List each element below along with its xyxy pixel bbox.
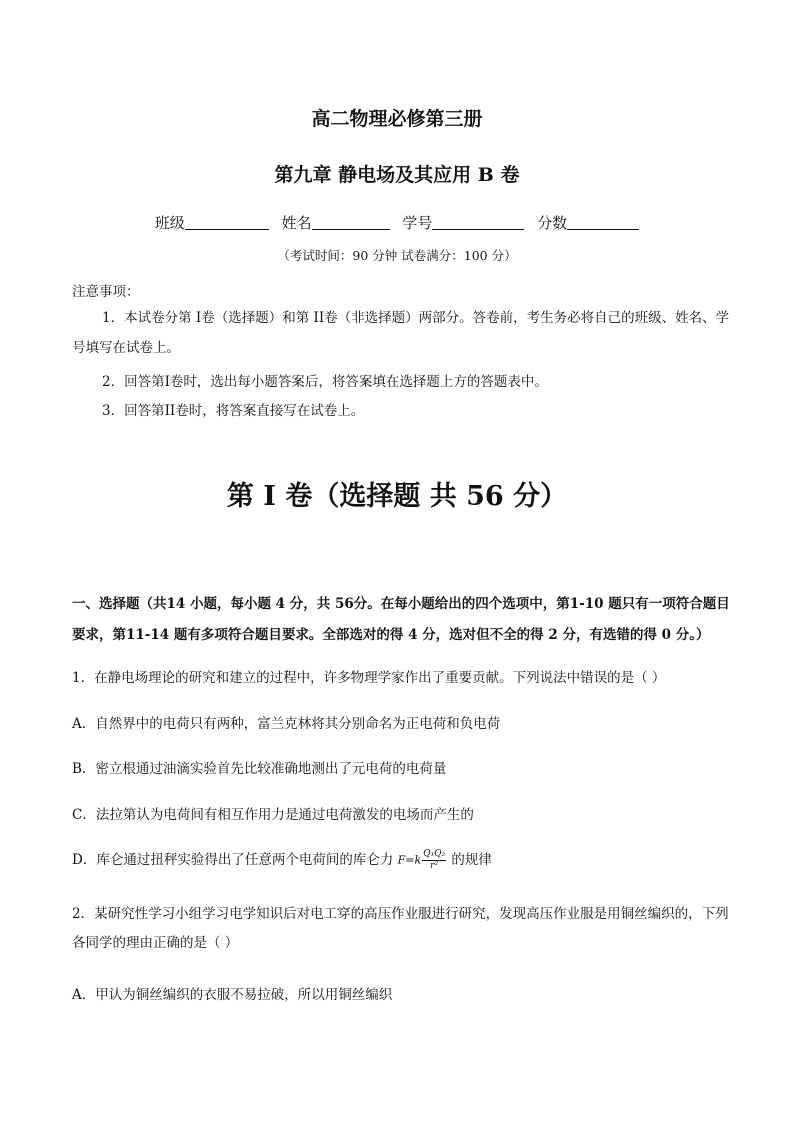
score-label: 分数	[537, 214, 568, 232]
note-item-2: 2．回答第I卷时，选出每小题答案后，将答案填在选择题上方的答题表中。	[102, 374, 548, 390]
class-blank[interactable]	[185, 214, 269, 230]
question-1-option-c: C．法拉第认为电荷间有相互作用力是通过电荷激发的电场而产生的	[72, 807, 474, 823]
formula-denominator: r²	[430, 861, 439, 871]
student-id-blank[interactable]	[432, 214, 524, 230]
question-1-stem: 1．在静电场理论的研究和建立的过程中，许多物理学家作出了重要贡献。下列说法中错误的是（ ）	[72, 670, 666, 686]
score-blank[interactable]	[567, 214, 639, 230]
student-id-label: 学号	[402, 214, 433, 232]
book-title: 高二物理必修第三册	[311, 108, 483, 130]
question-1-option-d	[72, 848, 732, 872]
formula-fraction	[422, 849, 446, 872]
part-intro: 一、选择题（共14 小题，每小题 4 分，共 56分。在每小题给出的四个选项中，第1-10 题只有一项符合题目要求，第11-14 题有多项符合题目要求。全部选对的得 4 分，选对但不全的得 2 分，有选错的得 0 分。）	[72, 596, 730, 643]
question-2-stem: 2．某研究性学习小组学习电学知识后对电工穿的高压作业服进行研究，发现高压作业服是用铜丝编织的，下列各同学的理由正确的是（ ）	[72, 906, 729, 951]
note-item-1: 1．本试卷分第 I卷（选择题）和第 II卷（非选择题）两部分。答卷前，考生务必将自己的班级、姓名、学号填写在试卷上。	[72, 310, 730, 356]
note-item-3: 3．回答第II卷时，将答案直接写在试卷上。	[102, 403, 365, 419]
formula-lhs: F=k	[397, 853, 422, 867]
name-blank[interactable]	[312, 214, 390, 230]
notes-title: 注意事项：	[72, 284, 140, 300]
question-1-option-b: B．密立根通过油滴实验首先比较准确地测出了元电荷的电荷量	[72, 761, 447, 777]
coulomb-law-formula	[398, 849, 448, 872]
question-2-option-a: A．甲认为铜丝编织的衣服不易拉破，所以用铜丝编织	[72, 987, 393, 1003]
exam-time-note: （考试时间：90 分钟 试卷满分：100 分）	[277, 248, 517, 263]
student-info-row	[0, 212, 794, 233]
question-1-option-a: A．自然界中的电荷只有两种，富兰克林将其分别命名为正电荷和负电荷	[72, 716, 501, 732]
option-d-text: D．库仑通过扭秤实验得出了任意两个电荷间的库仑力	[72, 852, 394, 868]
name-label: 姓名	[281, 214, 312, 232]
chapter-title: 第九章 静电场及其应用 B 卷	[274, 164, 520, 186]
section-heading: 第 I 卷（选择题 共 56 分）	[226, 481, 568, 512]
class-label: 班级	[154, 214, 185, 232]
formula-numerator: Q₁Q₂	[423, 849, 446, 859]
option-d-suffix: 的规律	[451, 852, 492, 868]
